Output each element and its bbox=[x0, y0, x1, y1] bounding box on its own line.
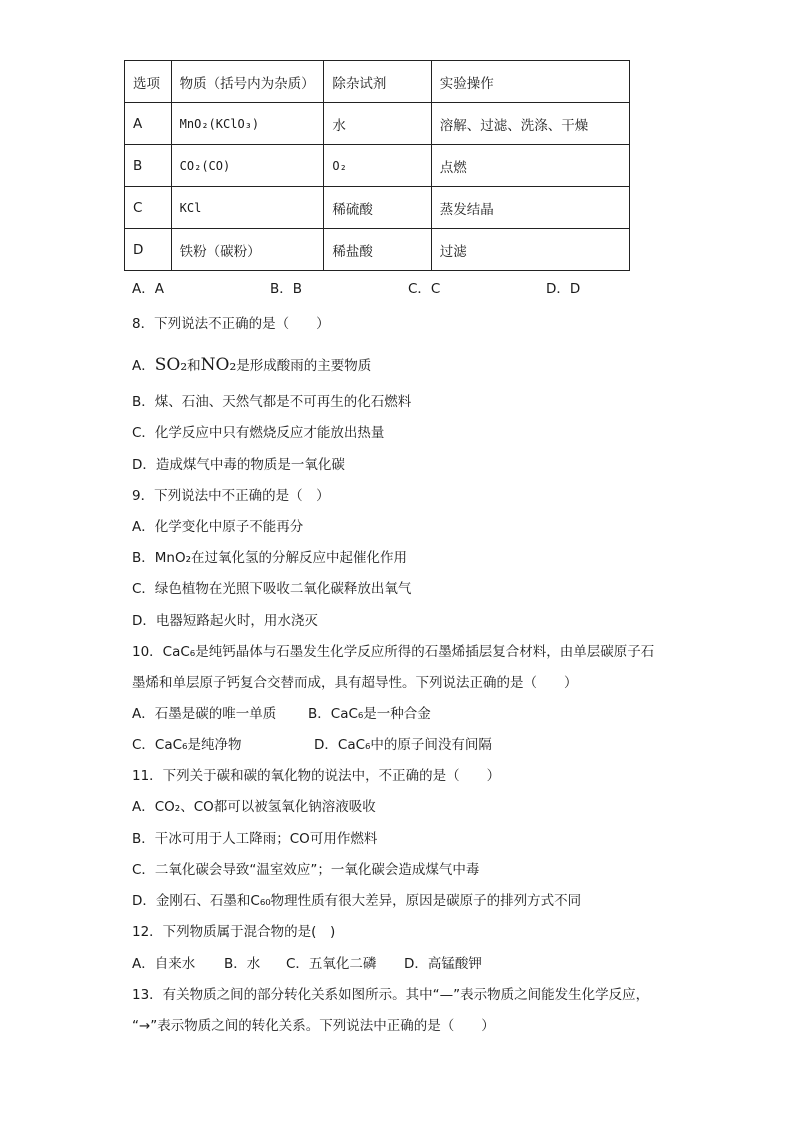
table-header-row bbox=[125, 61, 630, 103]
q10-stem-line1: 10．CaC₆是纯钙晶体与石墨发生化学反应所得的石墨烯插层复合材料，由单层碳原子石 bbox=[132, 644, 655, 660]
option-label-cell: A bbox=[125, 103, 172, 145]
substance-cell: KCl bbox=[171, 187, 324, 229]
q12-option-a[interactable]: A．自来水 bbox=[132, 956, 196, 972]
table-row bbox=[125, 229, 630, 271]
operation-cell: 点燃 bbox=[431, 145, 629, 187]
substance-cell: MnO₂(KClO₃) bbox=[171, 103, 324, 145]
q12-option-c[interactable]: C．五氧化二磷 bbox=[286, 956, 377, 972]
q10-option-d[interactable]: D．CaC₆中的原子间没有间隔 bbox=[314, 737, 492, 753]
q8-option-a-mid: 和 bbox=[187, 358, 201, 374]
q10-options-row1 bbox=[132, 704, 431, 724]
q7-answer-options bbox=[132, 279, 580, 299]
q7-option-d[interactable]: D．D bbox=[546, 281, 581, 297]
header-cell: 除杂试剂 bbox=[324, 61, 431, 103]
q11-option-a[interactable]: A．CO₂、CO都可以被氢氧化钠溶液吸收 bbox=[132, 799, 376, 815]
q11-option-d[interactable]: D．金刚石、石墨和C₆₀物理性质有很大差异，原因是碳原子的排列方式不同 bbox=[132, 893, 582, 909]
reagent-cell: 稀盐酸 bbox=[324, 229, 431, 271]
q9-option-d[interactable]: D．电器短路起火时，用水浇灭 bbox=[132, 613, 318, 629]
q10-option-b[interactable]: B．CaC₆是一种合金 bbox=[308, 706, 431, 722]
q12-stem: 12．下列物质属于混合物的是( ) bbox=[132, 924, 336, 940]
option-label-cell: C bbox=[125, 187, 172, 229]
reagent-cell: O₂ bbox=[324, 145, 431, 187]
header-cell: 实验操作 bbox=[431, 61, 629, 103]
q10-stem-line2: 墨烯和单层原子钙复合交替而成，具有超导性。下列说法正确的是（ ） bbox=[132, 675, 578, 691]
substance-cell: 铁粉（碳粉） bbox=[171, 229, 324, 271]
option-label-cell: D bbox=[125, 229, 172, 271]
q12-option-d[interactable]: D．高锰酸钾 bbox=[404, 956, 482, 972]
header-cell: 选项 bbox=[125, 61, 172, 103]
operation-cell: 过滤 bbox=[431, 229, 629, 271]
q8-option-a-prefix: A． bbox=[132, 358, 155, 374]
q11-option-b[interactable]: B．干冰可用于人工降雨；CO可用作燃料 bbox=[132, 831, 378, 847]
q10-options-row2 bbox=[132, 735, 492, 755]
formula-no2: NO₂ bbox=[200, 355, 237, 375]
q13-stem-line2: “→”表示物质之间的转化关系。下列说法中正确的是（ ） bbox=[132, 1018, 495, 1034]
q13-stem-line1: 13．有关物质之间的部分转化关系如图所示。其中“—”表示物质之间能发生化学反应， bbox=[132, 987, 650, 1003]
table-row bbox=[125, 145, 630, 187]
q8-option-b[interactable]: B．煤、石油、天然气都是不可再生的化石燃料 bbox=[132, 394, 412, 410]
q8-stem: 8．下列说法不正确的是（ ） bbox=[132, 316, 330, 332]
q7-options-table bbox=[124, 60, 630, 271]
q7-option-b[interactable]: B．B bbox=[270, 281, 303, 297]
q8-option-d[interactable]: D．造成煤气中毒的物质是一氧化碳 bbox=[132, 457, 345, 473]
substance-cell: CO₂(CO) bbox=[171, 145, 324, 187]
q12-option-b[interactable]: B．水 bbox=[224, 956, 261, 972]
table-row bbox=[125, 187, 630, 229]
reagent-cell: 水 bbox=[324, 103, 431, 145]
operation-cell: 溶解、过滤、洗涤、干燥 bbox=[431, 103, 629, 145]
q9-stem: 9．下列说法中不正确的是（ ） bbox=[132, 488, 330, 504]
q11-option-c[interactable]: C．二氧化碳会导致“温室效应”；一氧化碳会造成煤气中毒 bbox=[132, 862, 480, 878]
operation-cell: 蒸发结晶 bbox=[431, 187, 629, 229]
q9-option-c[interactable]: C．绿色植物在光照下吸收二氧化碳释放出氧气 bbox=[132, 581, 412, 597]
table-row bbox=[125, 103, 630, 145]
q7-option-c[interactable]: C．C bbox=[408, 281, 441, 297]
q8-option-a-rest: 是形成酸雨的主要物质 bbox=[236, 358, 372, 374]
formula-so2: SO₂ bbox=[154, 355, 188, 375]
q8-option-c[interactable]: C．化学反应中只有燃烧反应才能放出热量 bbox=[132, 425, 385, 441]
q10-option-a[interactable]: A．石墨是碳的唯一单质 bbox=[132, 706, 277, 722]
q11-stem: 11．下列关于碳和碳的氧化物的说法中，不正确的是（ ） bbox=[132, 768, 501, 784]
q12-options bbox=[132, 954, 482, 974]
q7-option-a[interactable]: A．A bbox=[132, 281, 164, 297]
q8-option-a[interactable] bbox=[132, 355, 371, 376]
reagent-cell: 稀硫酸 bbox=[324, 187, 431, 229]
q10-option-c[interactable]: C．CaC₆是纯净物 bbox=[132, 737, 242, 753]
header-cell: 物质（括号内为杂质） bbox=[171, 61, 324, 103]
q9-option-b[interactable]: B．MnO₂在过氧化氢的分解反应中起催化作用 bbox=[132, 550, 408, 566]
q9-option-a[interactable]: A．化学变化中原子不能再分 bbox=[132, 519, 304, 535]
option-label-cell: B bbox=[125, 145, 172, 187]
